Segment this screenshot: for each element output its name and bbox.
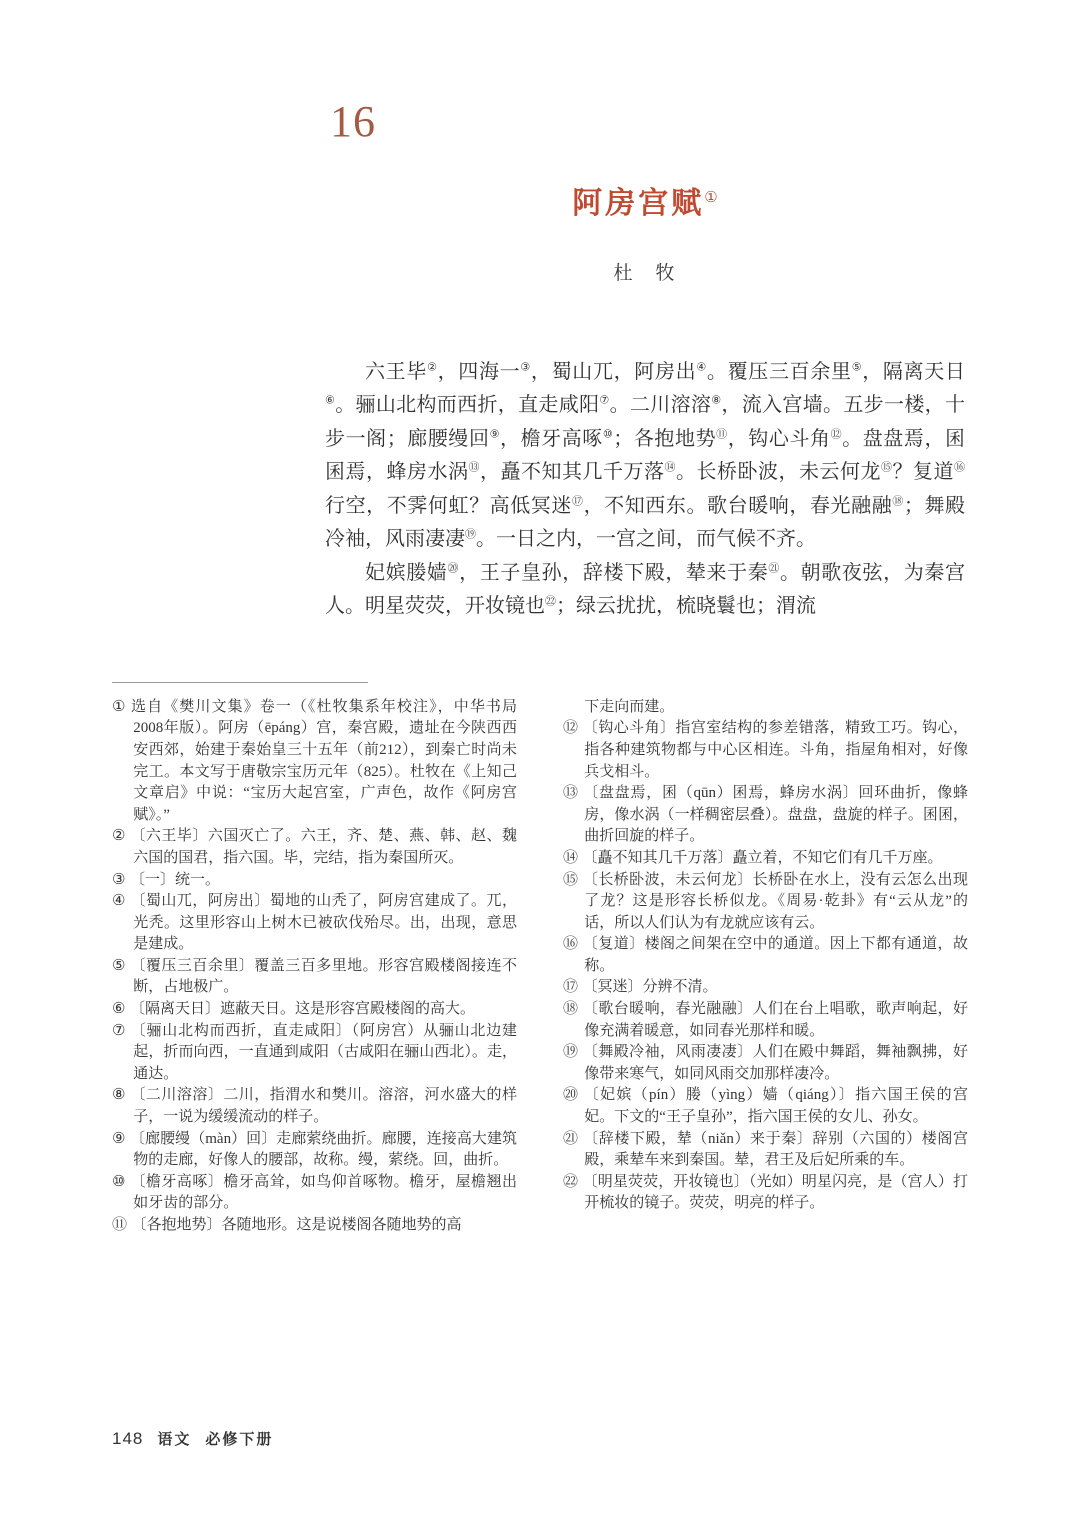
footnote-item [563,783,968,848]
footnote-number: ⑩ [112,1173,126,1190]
note-ref: ⑪ [716,428,728,441]
note-ref: ⑮ [881,461,893,474]
title-note-ref: ① [704,190,718,206]
footnote-text: 〔矗不知其几千万落〕矗立着，不知它们有几千万座。 [582,849,943,866]
note-ref: ㉑ [768,562,781,575]
footnote-number: ⑥ [112,1001,126,1018]
lesson-title [325,186,965,222]
note-ref: ⑨ [489,428,500,441]
footnote-number: ⑪ [112,1217,128,1233]
footnote-text: 〔各抱地势〕各随地形。这是说楼阁各随地势的高 [131,1217,462,1233]
footnote-text: 〔长桥卧波，未云何龙〕长桥卧在水上，没有云怎么出现了龙？这是形容长桥似龙。《周易·乾卦》有“云从龙”的话，所以人们认为有龙就应该有云。 [582,871,968,931]
note-ref: ⑫ [830,428,843,441]
footnote-text: 〔骊山北构而西折，直走咸阳〕（阿房宫）从骊山北边建起，折而向西，一直通到咸阳（古咸阳在骊山西北）。走，通达。 [130,1022,517,1082]
footnote-item [112,1129,517,1172]
footnote-text: 〔辞楼下殿，辇（niǎn）来于秦〕辞别（六国的）楼阁宫殿，乘辇车来到秦国。辇，君王及后妃所乘的车。 [583,1130,968,1169]
footnote-text: 〔檐牙高啄〕檐牙高耸，如鸟仰首啄物。檐牙，屋檐翘出如牙齿的部分。 [130,1173,517,1212]
footnote-item [563,1172,968,1215]
footnote-item [563,870,968,935]
footnote-item [112,891,517,956]
page-number: 148 [112,1429,144,1448]
footnotes-section [112,697,968,1237]
footnote-item [563,718,968,783]
page-footer [112,1428,273,1449]
footnote-text: 〔明星荧荧，开妆镜也〕（光如）明星闪亮，是（宫人）打开梳妆的镜子。荧荧，明亮的样子。 [582,1173,968,1212]
footnote-number: ⑦ [112,1022,127,1039]
footnote-number: ⑲ [563,1044,579,1061]
footnote-item [112,1021,517,1086]
footnote-text: 〔隔离天日〕遮蔽天日。这是形容宫殿楼阁的高大。 [129,1001,475,1018]
footnote-text: 〔复道〕楼阁之间架在空中的通道。因上下都有通道，故称。 [582,936,968,974]
footnote-item [563,848,968,870]
footnote-item [112,956,517,999]
note-ref: ㉒ [545,595,556,608]
footnote-item [563,1085,968,1128]
footnote-continuation [563,697,968,719]
footnote-text: 〔廊腰缦（màn）回〕走廊萦绕曲折。廊腰，连接高大建筑物的走廊，好像人的腰部，故称。缦，萦绕。回，曲折。 [130,1130,517,1169]
footnote-number: ⑧ [112,1087,126,1104]
footnote-item [112,870,517,892]
note-ref: ④ [696,361,707,374]
main-text [325,356,965,624]
main-column [325,186,965,624]
footnote-number: ⑳ [563,1087,580,1104]
footnotes-right-column [563,697,968,1237]
footnote-item [112,1215,517,1237]
note-ref: ② [427,361,438,374]
footnote-number: ⑬ [563,785,579,802]
footnote-number: ⑱ [563,1001,579,1018]
footnote-item [563,1042,968,1085]
footnote-number: ⑫ [563,720,579,737]
footer-subject: 语文 [157,1431,192,1448]
footnote-number: ⑯ [563,936,579,953]
footnote-text: 〔一〕统一。 [129,871,220,888]
author-name: 杜 牧 [613,263,677,284]
footnote-text: 〔舞殿冷袖，风雨凄凄〕人们在殿中舞蹈，舞袖飘拂，好像带来寒气，如同风雨交加那样凄冷。 [582,1044,968,1082]
lesson-number: 16 [330,97,376,146]
footnote-text: 〔歌台暖响，春光融融〕人们在台上唱歌，歌声响起，好像充满着暖意，如同春光那样和暖。 [582,1001,968,1039]
note-ref: ⑥ [325,394,336,407]
main-paragraph: 六王毕②，四海一③，蜀山兀，阿房出④。覆压三百余里⑤，隔离天日⑥。骊山北构而西折，直走咸阳⑦。二川溶溶⑧，流入宫墙。五步一楼，十步一阁；廊腰缦回⑨，檐牙高啄⑩；各抱地势⑪，钩心斗角⑫。盘盘焉，囷囷焉，蜂房水涡⑬，矗不知其几千万落⑭。长桥卧波，未云何龙⑮？复道⑯行空，不霁何虹？高低冥迷⑰，不知西东。歌台暖响，春光融融⑱；舞殿冷袖，风雨凄凄⑲。一日之内，一宫之间，而气候不齐。 [325,360,966,551]
footnote-item [112,1085,517,1128]
footnote-text: 〔妃嫔（pín）媵（yìng）嫱（qiáng）〕指六国王侯的宫妃。下文的“王子皇孙”，指六国王侯的女儿、孙女。 [583,1087,968,1126]
footnote-number: ⑰ [563,979,579,996]
footnote-item [112,697,517,827]
footnote-text: 下走向而建。 [584,698,675,715]
footnote-number: ④ [112,893,126,910]
note-ref: ⑦ [599,394,610,407]
footnote-number: ② [112,828,126,845]
main-paragraph: 妃嫔媵嫱⑳，王子皇孙，辞楼下殿，辇来于秦$^㉑$。朝歌夜弦，为秦宫人。明星荧荧，开妆镜也$^㉒$；绿云扰扰，梳晓鬟也；渭流 [325,561,966,618]
footnote-item [563,934,968,977]
note-ref: ⑰ [571,495,584,508]
footnote-item [112,999,517,1021]
note-ref: ⑩ [602,428,614,441]
footnote-text: 〔覆压三百余里〕覆盖三百多里地。形容宫殿楼阁接连不断，占地极广。 [130,957,517,996]
footnote-item [563,999,968,1042]
footnote-number: ⑤ [112,957,126,974]
note-ref: ⑲ [465,528,476,541]
footnote-item [112,1172,517,1215]
footnote-text: 选自《樊川文集》卷一（《杜牧集系年校注》，中华书局2008年版）。阿房（ēpáng）宫，秦宫殿，遗址在今陕西西安西郊，始建于秦始皇三十五年（前212），到秦亡时尚未完工。本文写于唐敬宗宝历元年（825）。杜牧在《上知己文章启》中说：“宝历大起宫室，广声色，故作《阿房宫赋》。” [131,698,517,823]
footnote-text: 〔六王毕〕六国灭亡了。六王，齐、楚、燕、韩、赵、魏六国的国君，指六国。毕，完结，指为秦国所灭。 [130,828,517,866]
note-ref: ⑱ [892,495,904,508]
footnote-number: ③ [112,871,126,888]
note-ref: ⑤ [851,361,863,374]
footnote-separator [112,682,368,683]
footnote-text: 〔冥迷〕分辨不清。 [582,979,718,996]
footnote-text: 〔二川溶溶〕二川，指渭水和樊川。溶溶，河水盛大的样子，一说为缓缓流动的样子。 [130,1087,517,1126]
note-ref: ⑭ [664,461,676,474]
footnote-item [112,826,517,869]
footnote-number: ㉑ [563,1130,579,1147]
note-ref: ⑬ [468,461,480,474]
footnote-text: 〔钩心斗角〕指宫室结构的参差错落，精致工巧。钩心，指各种建筑物都与中心区相连。斗角，指屋角相对，好像兵戈相斗。 [582,720,968,780]
footnote-number: ⑭ [563,849,579,866]
lesson-title-text: 阿房宫赋 [572,187,705,220]
note-ref: ③ [520,361,531,374]
footnote-number: ⑮ [563,871,579,888]
footnote-number: ⑨ [112,1130,126,1147]
note-ref: ⑯ [954,461,965,474]
footnote-text: 〔蜀山兀，阿房出〕蜀地的山秃了，阿房宫建成了。兀，光秃。这里形容山上树木已被砍伐殆尽。出，出现，意思是建成。 [130,893,517,953]
note-ref: ⑳ [447,562,460,575]
note-ref: ⑧ [711,394,722,407]
footer-volume: 必修下册 [205,1431,274,1448]
footnote-number: ㉒ [563,1173,579,1190]
footnote-item [563,977,968,999]
footnote-number: ① [112,698,127,715]
footnote-item [563,1129,968,1172]
footnotes-left-column [112,697,517,1237]
footnote-text: 〔盘盘焉，囷（qūn）囷焉，蜂房水涡〕回环曲折，像蜂房，像水涡（一样稠密层叠）。盘盘，盘旋的样子。囷囷，曲折回旋的样子。 [583,785,968,845]
